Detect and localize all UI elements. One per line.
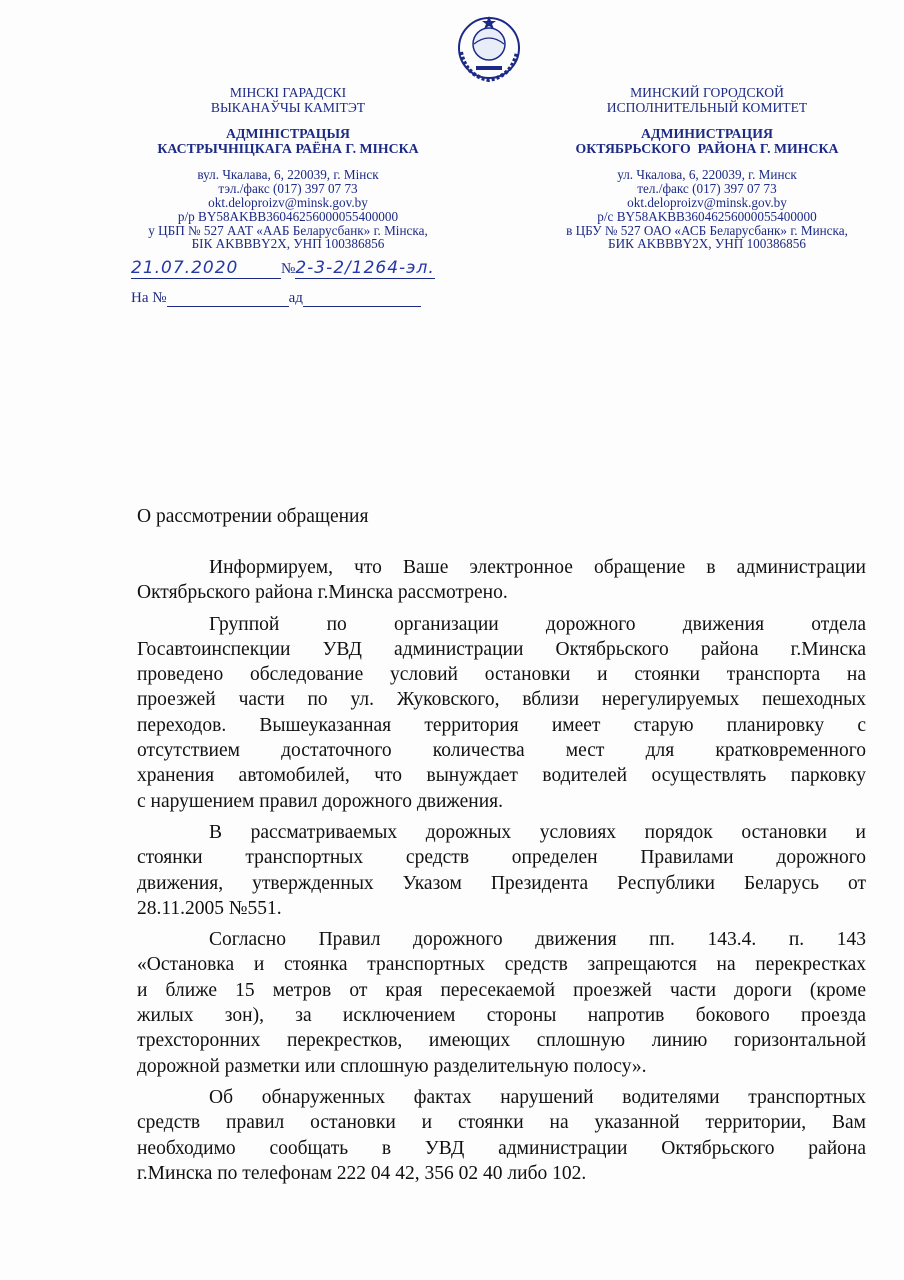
org-name-line: ИСПОЛНИТЕЛЬНЫЙ КОМИТЕТ <box>606 99 808 115</box>
text-line: с нарушением правил дорожного движения. <box>137 790 503 812</box>
text-line: Об обнаруженных фактах нарушений водителями транспортных <box>209 1086 866 1108</box>
text-line: проезжей части по ул. Жуковского, вблизи нерегулируемых пешеходных <box>137 689 866 711</box>
letterhead-russian <box>527 86 887 251</box>
paragraph <box>137 1085 866 1186</box>
org-name-line: МІНСКІ ГАРАДСКІ <box>229 85 347 100</box>
org-name-line: ВЫКАНАЎЧЫ КАМІТЭТ <box>210 99 366 115</box>
text-line: движения, утвержденных Указом Президента Республики Беларусь от <box>137 872 866 894</box>
org-name-line: МИНСКИЙ ГОРОДСКОЙ <box>630 85 784 100</box>
text-line: Информируем, что Ваше электронное обращение в администрации <box>209 557 866 578</box>
paragraph <box>137 927 866 1079</box>
text-line: «Остановка и стоянка транспортных средств запрещаются на перекрестках <box>137 954 866 976</box>
text-line: Октябрьского района г.Минска рассмотрено. <box>137 582 508 604</box>
text-line: и ближе 15 метров от края пересекаемой проезжей части дороги (кроме <box>137 979 866 1001</box>
paragraph <box>137 612 866 814</box>
text-line: хранения автомобилей, что вынуждает водителей осуществлять парковку <box>137 765 866 787</box>
bic-line: БІК AKBBBY2X, УНП 100386856 <box>191 236 385 252</box>
text-line: Согласно Правил дорожного движения пп. 143.4. п. 143 <box>209 929 866 951</box>
paragraph <box>137 820 866 921</box>
letterhead-belarusian <box>108 86 468 251</box>
admin-name-line: КАСТРЫЧНІЦКАГА РАЁНА Г. МІНСКА <box>157 140 419 156</box>
text-line: 28.11.2005 №551. <box>137 897 282 919</box>
bic-line: БИК AKBBBY2X, УНП 100386856 <box>608 236 806 252</box>
bank-line: в ЦБУ № 527 ОАО «АСБ Беларусбанк» г. Минска, <box>566 222 848 238</box>
account-line: р/р BY58AKBB36046256000055400000 <box>177 208 399 224</box>
registration-line <box>131 258 461 279</box>
text-line: отсутствием достаточного количества мест для кратковременного <box>137 740 866 762</box>
handwritten-number: 2-3-2/1264-эл. <box>295 258 435 278</box>
bank-line: у ЦБП № 527 ААТ «ААБ Беларусбанк» г. Мінска, <box>148 222 428 238</box>
admin-name-line: АДМІНІСТРАЦЫЯ <box>226 126 350 142</box>
letter-body <box>137 555 866 1186</box>
text-line: проведено обследование условий остановки и стоянки транспорта на <box>137 664 866 686</box>
text-line: дорожной разметки или сплошную разделительную полосу». <box>137 1055 647 1077</box>
account-line: р/с BY58AKBB36046256000055400000 <box>597 208 817 224</box>
text-line: Группой по организации дорожного движения отдела <box>209 613 866 635</box>
text-line: средств правил остановки и стоянки на указанной территории, Вам <box>137 1112 866 1134</box>
email-line: okt.deloproizv@minsk.gov.by <box>208 194 368 210</box>
text-line: Госавтоинспекции УВД администрации Октябрьского района г.Минска <box>137 638 866 660</box>
text-line: жилых зон), за исключением стороны напротив бокового проезда <box>137 1005 866 1027</box>
admin-name-line: ОКТЯБРЬСКОГО РАЙОНА Г. МИНСКА <box>575 140 839 156</box>
text-line: г.Минска по телефонам 222 04 42, 356 02 40 либо 102. <box>137 1162 587 1184</box>
address-line: вул. Чкалава, 6, 220039, г. Мінск <box>197 167 379 183</box>
text-line: необходимо сообщать в УВД администрации Октябрьского района <box>137 1137 866 1159</box>
ref-label: На № <box>131 290 167 306</box>
address-line: ул. Чкалова, 6, 220039, г. Минск <box>617 167 797 183</box>
number-label: № <box>281 261 296 277</box>
text-line: В рассматриваемых дорожных условиях порядок остановки и <box>209 821 866 843</box>
admin-name-line: АДМИНИСТРАЦИЯ <box>641 126 773 142</box>
text-line: стоянки транспортных средств определен Правилами дорожного <box>137 847 866 869</box>
phone-line: тел./факс (017) 397 07 73 <box>637 181 777 197</box>
ref-ad-label: ад <box>288 290 303 306</box>
reference-line <box>131 290 421 307</box>
paragraph <box>137 555 866 606</box>
phone-line: тэл./факс (017) 397 07 73 <box>218 181 358 197</box>
subject-line: О рассмотрении обращения <box>137 506 369 527</box>
handwritten-date: 21.07.2020 <box>131 258 239 278</box>
state-emblem-icon <box>452 12 526 84</box>
text-line: трехсторонних перекрестков, имеющих сплошную линию горизонтальной <box>137 1030 866 1052</box>
text-line: переходов. Вышеуказанная территория имеет старую планировку с <box>137 714 866 736</box>
email-line: okt.deloproizv@minsk.gov.by <box>627 194 787 210</box>
